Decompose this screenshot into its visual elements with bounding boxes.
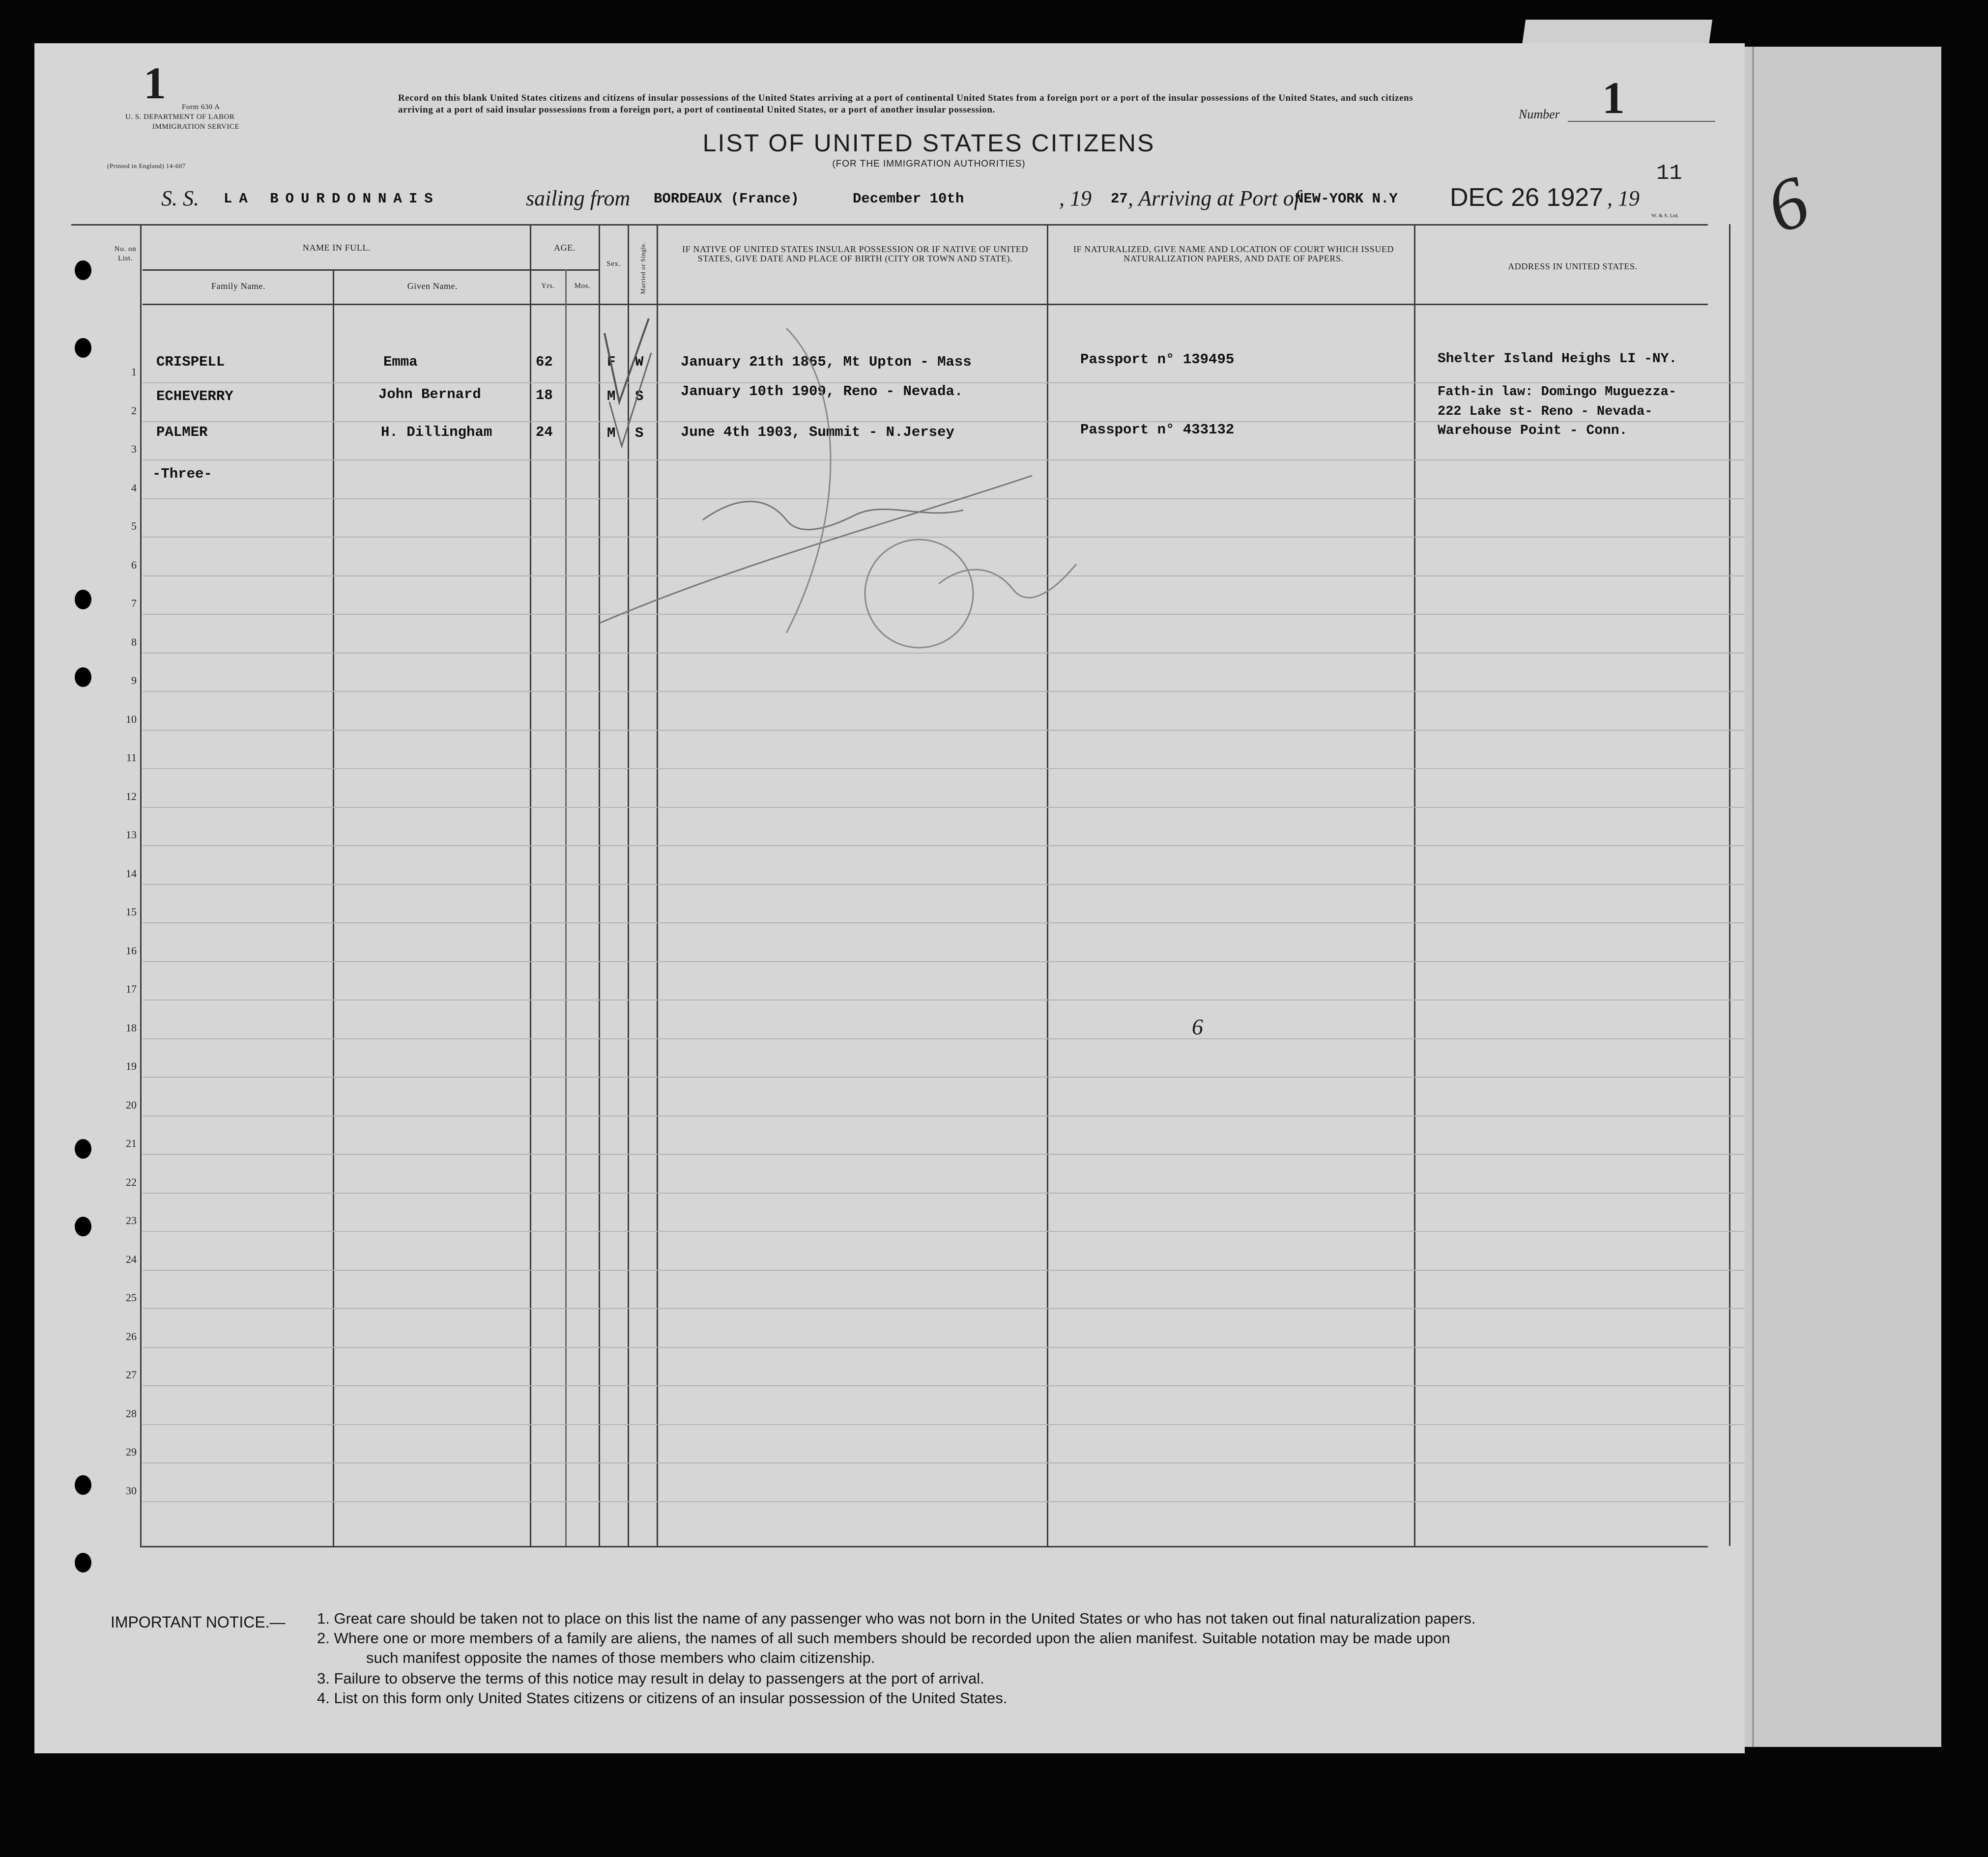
row-rule [143, 1347, 1745, 1348]
header-naturalized: IF NATURALIZED, GIVE NAME AND LOCATION OF COURT WHICH ISSUED NATURALIZATION PAPERS, AND DATE OF PAPERS. [1073, 244, 1394, 263]
row-number: 10 [126, 713, 137, 725]
header-name-in-full: NAME IN FULL. [302, 243, 371, 253]
row-rule [143, 730, 1745, 731]
name-subheader-border [143, 269, 541, 271]
row-2-address-line2: 222 Lake st- Reno - Nevada- [1438, 404, 1653, 419]
arrival-date-stamp: DEC 26 1927 [1450, 183, 1604, 212]
row-2-address: Fath-in law: Domingo Muguezza- [1438, 385, 1677, 400]
row-rule [143, 1193, 1745, 1194]
row-3-sex: M [607, 425, 616, 441]
row-rule [143, 1154, 1745, 1155]
header-family-name: Family Name. [211, 281, 266, 291]
row-number: 7 [131, 597, 137, 609]
row-rule [143, 1385, 1745, 1386]
number-label: Number [1519, 107, 1560, 121]
row-1-sex: F [607, 354, 616, 370]
row-1-naturalized: Passport n° 139495 [1080, 351, 1235, 368]
binder-hole [75, 260, 91, 280]
number-underline [1568, 121, 1715, 122]
row-number: 24 [126, 1253, 137, 1265]
signature-scrawl [590, 289, 1155, 662]
row-rule [143, 884, 1745, 885]
row-2-sex: M [607, 388, 616, 404]
row-2-family: ECHEVERRY [156, 388, 233, 404]
row-number: 16 [126, 944, 137, 957]
row-2-yrs: 18 [536, 387, 553, 403]
notice-label: IMPORTANT NOTICE.— [111, 1613, 286, 1631]
row-rule [143, 1424, 1745, 1425]
ss-label: S. S. [161, 186, 199, 210]
header-address: ADDRESS IN UNITED STATES. [1508, 261, 1638, 271]
row-number: 25 [126, 1291, 137, 1304]
notice-item-4: 4. List on this form only United States citizens or citizens of an insular possession of the United States. [317, 1689, 1008, 1707]
service-label: IMMIGRATION SERVICE [152, 123, 240, 131]
row-3-birth: June 4th 1903, Summit - N.Jersey [681, 424, 954, 440]
row-number: 20 [126, 1099, 137, 1111]
col-divider-no [140, 224, 142, 1546]
header-married: Married or Single. [639, 242, 647, 294]
row-number: 4 [131, 482, 137, 494]
header-given-name: Given Name. [407, 281, 458, 291]
row-number: 21 [126, 1137, 137, 1149]
header-native: IF NATIVE OF UNITED STATES INSULAR POSSESSION OR IF NATIVE OF UNITED STATES, GIVE DATE AND PLACE OF BIRTH (CITY OR TOWN AND STATE). [682, 244, 1028, 263]
row-rule [143, 1115, 1745, 1116]
row-rule [143, 1231, 1745, 1232]
row-number: 6 [131, 559, 137, 571]
page-mark: 11 [1656, 161, 1682, 186]
row-3-yrs: 24 [536, 424, 553, 440]
number-value: 1 [1602, 73, 1625, 123]
col-divider-family [333, 269, 334, 1546]
row-4-total: -Three- [152, 466, 212, 482]
row-number: 17 [126, 983, 137, 995]
row-rule [143, 845, 1745, 846]
printed-label: (Printed in England) 14-607 [107, 162, 186, 170]
row-number: 28 [126, 1407, 137, 1420]
row-rule [143, 1308, 1745, 1309]
printer-mark: W. & S. Ltd. [1651, 213, 1679, 219]
row-number: 13 [126, 829, 137, 841]
row-number: 8 [131, 636, 137, 648]
row-number: 12 [126, 790, 137, 802]
row-number: 5 [131, 520, 137, 532]
department-label: U. S. DEPARTMENT OF LABOR [125, 113, 235, 121]
table-top-border [71, 224, 1708, 226]
row-number: 14 [126, 867, 137, 880]
table-bottom-border [140, 1546, 1708, 1547]
binder-hole [75, 1553, 91, 1572]
year-prefix: , 19 [1059, 186, 1092, 210]
row-number: 2 [131, 404, 137, 417]
row-number: 1 [131, 366, 137, 378]
header-age: AGE. [554, 243, 576, 253]
arriving-label: , Arriving at Port of [1128, 186, 1300, 210]
departure-port: BORDEAUX (France) [654, 191, 799, 207]
row-3-ms: S [635, 425, 644, 441]
binder-hole [75, 1475, 91, 1495]
row-2-ms: S [635, 388, 644, 404]
row-rule [143, 1077, 1745, 1078]
center-handwritten-six: 6 [1192, 1014, 1203, 1039]
row-1-family: CRISPELL [156, 354, 225, 370]
binder-hole [75, 1217, 91, 1236]
row-number: 19 [126, 1060, 137, 1072]
binder-hole [75, 667, 91, 687]
row-2-birth: January 10th 1909, Reno - Nevada. [681, 383, 963, 400]
row-number: 9 [131, 674, 137, 686]
row-number: 11 [126, 751, 137, 764]
row-3-naturalized: Passport n° 433132 [1080, 422, 1235, 438]
form-number-big: 1 [144, 58, 166, 108]
row-number: 26 [126, 1330, 137, 1343]
row-rule [143, 961, 1745, 962]
departure-date: December 10th [853, 191, 964, 207]
row-number: 15 [126, 906, 137, 918]
ship-name: LA BOURDONNAIS [224, 191, 440, 207]
margin-handwritten-six: 6 [1756, 160, 1819, 249]
row-3-given: H. Dillingham [381, 424, 492, 440]
row-1-birth: January 21th 1865, Mt Upton - Mass [681, 354, 972, 370]
notice-item-3: 3. Failure to observe the terms of this notice may result in delay to passengers at the port of arrival. [317, 1670, 984, 1687]
arrival-port: NEW-YORK N.Y [1295, 191, 1398, 207]
row-rule [143, 807, 1745, 808]
row-number: 18 [126, 1022, 137, 1034]
year-label: , 19 [1607, 186, 1640, 210]
binder-hole [75, 590, 91, 609]
row-1-address: Shelter Island Heighs LI -NY. [1438, 351, 1677, 367]
row-1-given: Emma [383, 354, 418, 370]
notice-item-1: 1. Great care should be taken not to place on this list the name of any passenger who was not born in the United States or who has not taken out final naturalization papers. [317, 1610, 1476, 1627]
row-number: 3 [131, 443, 137, 455]
row-number: 23 [126, 1214, 137, 1227]
row-number: 27 [126, 1369, 137, 1381]
header-no: No. on List. [114, 245, 137, 262]
header-yrs: Yrs. [541, 282, 555, 290]
manifest-sheet [34, 43, 1745, 1753]
row-rule [143, 1038, 1745, 1039]
row-number: 30 [126, 1485, 137, 1497]
row-3-address: Warehouse Point - Conn. [1438, 423, 1628, 438]
page-title: LIST OF UNITED STATES CITIZENS [702, 129, 1155, 157]
row-3-family: PALMER [156, 424, 208, 440]
notice-item-2-cont: such manifest opposite the names of those members who claim citizenship. [366, 1649, 875, 1666]
page-subtitle: (FOR THE IMMIGRATION AUTHORITIES) [832, 159, 1026, 169]
header-sex: Sex. [606, 260, 621, 268]
row-rule [143, 691, 1745, 692]
row-2-given: John Bernard [378, 386, 481, 402]
row-number: 22 [126, 1176, 137, 1188]
year-suffix: 27 [1111, 191, 1128, 207]
row-rule [143, 1270, 1745, 1271]
row-rule [143, 768, 1745, 769]
form-label: Form 630 A [182, 103, 220, 111]
row-rule [143, 1501, 1745, 1502]
binder-hole [75, 338, 91, 358]
row-number: 29 [126, 1446, 137, 1458]
row-1-ms: W [635, 354, 644, 370]
header-mos: Mos. [574, 282, 591, 290]
binder-hole [75, 1139, 91, 1159]
row-rule [143, 922, 1745, 923]
row-rule [143, 1462, 1745, 1463]
back-page-edge [1730, 47, 1941, 1747]
row-1-yrs: 62 [536, 354, 553, 370]
form-instructions: Record on this blank United States citizens and citizens of insular possessions of the United States arriving at a port of continental United States from a foreign port or a port of the insular possessions of the United States, and such citizens arriving at a port of said insular possessions from a foreign port, a port of continental United States, or a port of another insular possession. [398, 93, 1413, 115]
sailing-label: sailing from [526, 186, 631, 210]
notice-item-2: 2. Where one or more members of a family are aliens, the names of all such members should be recorded upon the alien manifest. Suitable notation may be made upon [317, 1629, 1450, 1647]
